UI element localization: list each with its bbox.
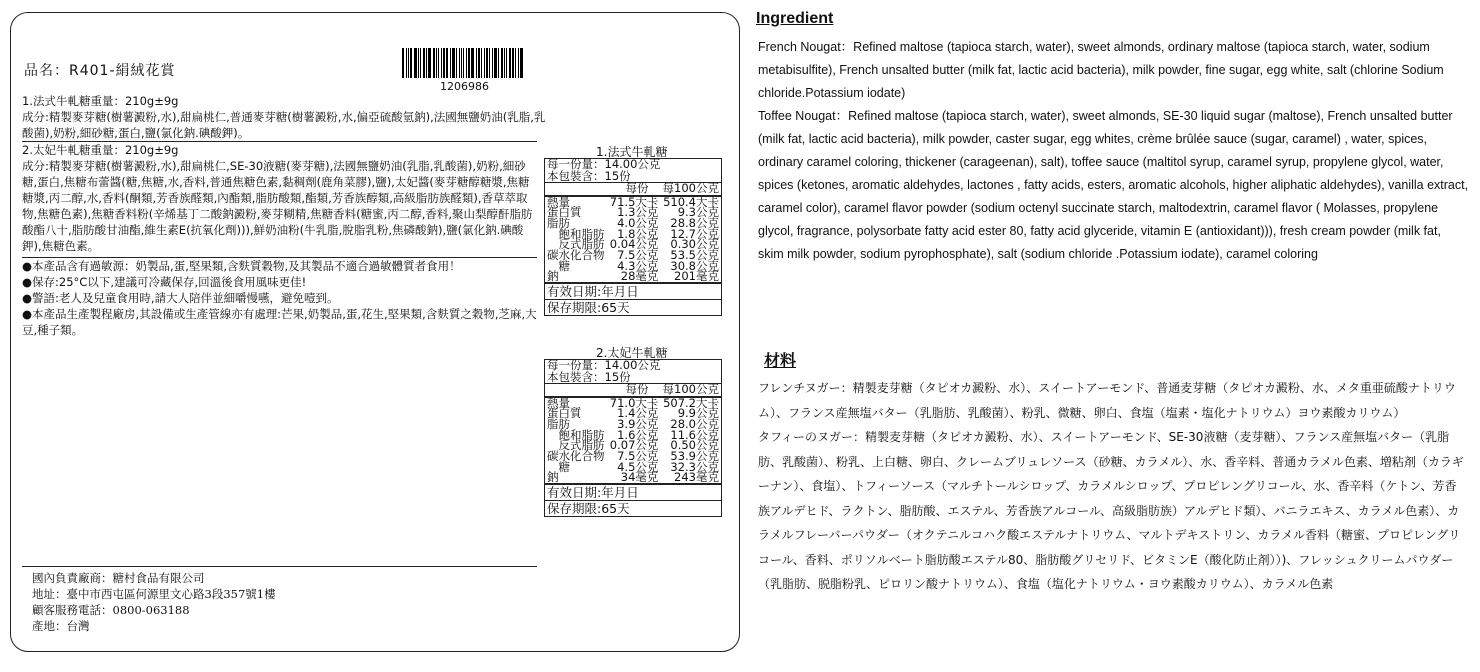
nutrient-name: 糖 — [547, 258, 570, 273]
barcode-bar — [504, 48, 505, 78]
per-serving-value: 4.0公克 — [617, 215, 659, 230]
per-100g-value: 243毫克 — [674, 470, 719, 485]
nutrient-name: 脂肪 — [547, 215, 570, 230]
product-name: 品名：R401-絹絨花賞 — [24, 63, 176, 79]
barcode-bar — [466, 48, 467, 78]
barcode-bar — [441, 48, 442, 78]
barcode-bar — [420, 48, 421, 78]
nutrient-name: 飽和脂肪 — [547, 226, 605, 241]
barcode-bar — [461, 48, 463, 78]
barcode-bar — [471, 48, 474, 78]
barcode-bar — [436, 48, 437, 78]
english-toffee-nougat: Toffee Nougat：Refined maltose (tapioca starch, water), sweet almonds, SE-30 liquid sugar (maltose), French unsalted butter (milk fat, lactic acid bacteria), milk powder, caster sugar, egg whites, crème brûlée sauce (sugar, caramel) , water, spices, ordinary caramel coloring, thickener (carageenan), salt), toffee sauce (maltitol syrup, caramel syrup, propylene glycol, water, spices (ketones, aromatic aldehydes, lactones , fatty acids, esters, aromatic alcohols, higher aliphatic aldehydes), vanilla extract, caramel color), caramel flavor powder (sodium octenyl succinate starch, maltodextrin, caramel flavor ( Molasses, propylene glycol, fragrance, polysorbate fatty acid ester 80, fatty acid glyceride, vitamin E (antioxidant))), fresh cream powder (milk fat, skim milk powder, sodium pyrophosphate), salt (sodium chloride .Potassium iodate), caramel coloring — [758, 109, 1469, 261]
barcode-bar — [406, 48, 407, 78]
note-allergen: ●本產品含有過敏源：奶製品,蛋,堅果類,含麩質穀物,及其製品不適合過敏體質者食用！ — [22, 259, 461, 273]
nutrient-name: 反式脂肪 — [547, 438, 605, 453]
per-serving-value: 4.3公克 — [617, 258, 659, 273]
per-100g-value: 0.30公克 — [670, 237, 719, 252]
nutrient-name: 反式脂肪 — [547, 237, 605, 252]
barcode-bar — [414, 48, 417, 78]
barcode-bar — [486, 48, 488, 78]
barcode-bar — [478, 48, 480, 78]
barcode-bar — [423, 48, 425, 78]
per-100g-value: 11.6公克 — [670, 427, 719, 442]
english-french-nougat: French Nougat：Refined maltose (tapioca starch, water), sweet almonds, ordinary maltose (tapioca starch, water, sodium metabisulfite), French unsalted butter (milk fat, lactic acid bacteria), milk powder, fine sugar, egg white, salt (chlorine Sodium chloride.Potassium iodate) — [758, 40, 1444, 100]
nutrient-name: 碳水化合物 — [547, 449, 605, 464]
item2-ingredients: 成分:精製麥芽糖(樹薯澱粉,水),甜扁桃仁,SE-30液糖(麥芽糖),法國無鹽奶油(乳脂,乳酸菌),奶粉,細砂糖,蛋白,焦糖布蕾醬(糖,焦糖,水,香料,普通焦糖色素,黏稠劑(鹿角菜膠),鹽),太妃醬(麥芽糖醇糖漿,焦糖糖漿,丙二醇,水,香料(酮類,芳香族醛類,內酯類,脂肪酸類,酯類,芳香族醇類,高級脂肪族醛類),香草萃取物,焦糖色素),焦糖香料粉(辛烯基丁二酸鈉澱粉,麥芽糊精,焦糖香料(糖蜜,丙二醇,香料,聚山梨醇酐脂肪酸酯八十,脂肪酸甘油酯,維生素E(抗氧化劑))),鮮奶油粉(牛乳脂,脫脂乳粉,焦磷酸鈉),鹽(氯化鈉.碘酸鉀),焦糖色素。 — [22, 159, 533, 253]
barcode-bar — [446, 48, 448, 78]
nutrition-title: 2.太妃牛軋糖 — [596, 346, 668, 360]
note-storage: ●保存:25°C以下,建議可冷藏保存,回溫後食用風味更佳! — [22, 275, 307, 289]
note-warning: ●警語:老人及兒童食用時,請大人陪伴並細嚼慢嚥，避免噎到。 — [22, 291, 339, 305]
col-per-100g: 每100公克 — [662, 181, 719, 195]
per-serving-value: 3.9公克 — [617, 416, 659, 431]
barcode-bar — [459, 48, 460, 78]
company-address: 地址：臺中市西屯區何源里文心路3段357號1樓 — [32, 587, 276, 601]
col-per-serving: 每份 — [625, 181, 649, 195]
barcode-bar — [452, 48, 455, 78]
barcode-bar — [494, 48, 497, 78]
nutrient-name: 脂肪 — [547, 416, 570, 431]
per-100g-value: 507.2大卡 — [663, 395, 719, 410]
per-100g-value: 510.4大卡 — [663, 194, 719, 209]
note-facility: ●本產品生產製程廠房,其設備或生產管線亦有處理:芒果,奶製品,蛋,花生,堅果類,含麩質之穀物,芝麻,大豆,種子類。 — [22, 307, 537, 337]
barcode-bar — [456, 48, 457, 78]
per-serving-value: 1.6公克 — [617, 427, 659, 442]
barcode-bar — [492, 48, 493, 78]
per-100g-value: 53.5公克 — [670, 248, 719, 263]
barcode-bar — [410, 48, 412, 78]
barcode-bar — [506, 48, 507, 78]
item1-ingredients: 成分:精製麥芽糖(樹薯澱粉,水),甜扁桃仁,普通麥芽糖(樹薯澱粉,水,偏亞硫酸氫鈉),法國無鹽奶油(乳脂,乳酸菌),奶粉,細砂糖,蛋白,鹽(氯化鈉.碘酸鉀)。 — [22, 110, 546, 140]
nutrition-rows — [545, 395, 721, 485]
col-per-serving: 每份 — [625, 382, 649, 396]
barcode — [402, 48, 524, 78]
japanese-toffee-nougat: タフィーのヌガー：精製麦芽糖（タピオカ澱粉、水）、スイートアーモンド、SE-30液糖（麦芽糖）、フランス産無塩バター（乳脂肪、乳酸菌）、粉乳、上白糖、卵白、クレームブリュレソース（砂糖、カラメル）、水、香辛料、普通カラメル色素、増粘剤（カラギーナン）、食塩）、トフィーソース（マルチトールシロップ、カラメルシロップ、プロピレングリコール、水、香辛料（ケトン、芳香族アルデヒド、ラクトン、脂肪酸、エステル、芳香族アルコール、高級脂肪族）アルデヒド類）、バニラエキス、カラメル色素）、カラメルフレーバーパウダー（オクテニルコハク酸エステルナトリウム、マルトデキストリン、カラメル香料（糖蜜、プロピレングリコール、香料、ポリソルベート脂肪酸エステル80、脂肪酸グリセリド、ビタミンE（酸化防止剤））)、フレッシュクリームパウダー（乳脂肪、脱脂粉乳、ピロリン酸ナトリウム）、食塩（塩化ナトリウム・ヨウ素酸カリウム）、カラメル色素 — [758, 430, 1464, 591]
serving-size: 每一份量：14.00公克 — [547, 157, 661, 171]
barcode-bar — [520, 48, 523, 78]
per-100g-value: 12.7公克 — [670, 226, 719, 241]
servings-per-pack: 本包裝含：15份 — [547, 369, 631, 384]
per-serving-value: 0.04公克 — [609, 237, 659, 252]
barcode-bar — [501, 48, 503, 78]
barcode-bar — [498, 48, 499, 78]
japanese-french-nougat: フレンチヌガー：精製麦芽糖（タピオカ澱粉、水）、スイートアーモンド、普通麦芽糖（タピオカ澱粉、水、メタ重亜硫酸ナトリウム）、フランス産無塩バター（乳脂肪、乳酸菌）、粉乳、微糖、卵白、食塩（塩素・塩化ナトリウム）ヨウ素酸カリウム） — [758, 381, 1456, 420]
per-serving-value: 71.5大卡 — [609, 194, 659, 209]
per-serving-value: 7.5公克 — [617, 248, 659, 263]
company-origin: 產地：台灣 — [32, 619, 90, 633]
barcode-bar — [433, 48, 435, 78]
nutrition-row — [545, 271, 721, 282]
per-serving-value: 7.5公克 — [617, 449, 659, 464]
nutrition-rows — [545, 194, 721, 284]
nutrition-table — [544, 359, 722, 517]
per-100g-value: 30.8公克 — [670, 258, 719, 273]
barcode-bar — [518, 48, 519, 78]
expiry-date: 有效日期:年月日 — [547, 284, 639, 300]
company-name: 國內負責廠商：糖村食品有限公司 — [32, 571, 205, 585]
item2-title: 2.太妃牛軋糖重量：210g±9g — [22, 143, 179, 157]
nutrient-name: 蛋白質 — [547, 406, 582, 421]
per-serving-value: 1.4公克 — [617, 406, 659, 421]
nutrient-name: 鈉 — [547, 269, 559, 284]
company-info — [32, 570, 276, 634]
barcode-bar — [408, 48, 409, 78]
company-phone: 顧客服務電話：0800-063188 — [32, 603, 190, 617]
per-100g-value: 28.0公克 — [670, 416, 719, 431]
per-serving-value: 0.07公克 — [609, 438, 659, 453]
per-serving-value: 28毫克 — [620, 269, 659, 284]
nutrient-name: 鈉 — [547, 470, 559, 485]
barcode-bar — [463, 48, 464, 78]
per-100g-value: 9.9公克 — [677, 406, 719, 421]
per-serving-value: 1.8公克 — [617, 226, 659, 241]
shelf-life: 保存期限:65天 — [547, 300, 630, 316]
barcode-bar — [443, 48, 445, 78]
barcode-bar — [468, 48, 470, 78]
expiry-date: 有效日期:年月日 — [547, 485, 639, 501]
per-100g-value: 53.9公克 — [670, 449, 719, 464]
per-100g-value: 9.3公克 — [677, 205, 719, 220]
barcode-bar — [450, 48, 451, 78]
barcode-bar — [512, 48, 514, 78]
nutrition-table — [544, 158, 722, 316]
nutrition-title: 1.法式牛軋糖 — [596, 145, 668, 159]
barcode-bar — [509, 48, 511, 78]
shelf-life: 保存期限:65天 — [547, 501, 630, 517]
divider — [22, 566, 537, 567]
per-serving-value: 1.3公克 — [617, 205, 659, 220]
item1-title: 1.法式牛軋糖重量：210g±9g — [22, 94, 179, 108]
barcode-bar — [438, 48, 439, 78]
barcode-bar — [515, 48, 516, 78]
japanese-heading: 材料 — [764, 353, 797, 370]
per-100g-value: 32.3公克 — [670, 459, 719, 474]
barcode-bar — [402, 48, 404, 78]
per-serving-value: 4.5公克 — [617, 459, 659, 474]
per-serving-value: 34毫克 — [620, 470, 659, 485]
barcode-bar — [428, 48, 431, 78]
nutrient-name: 熱量 — [547, 395, 570, 410]
english-heading: Ingredient — [756, 10, 834, 27]
barcode-number: 1206986 — [440, 80, 489, 93]
nutrient-name: 糖 — [547, 459, 570, 474]
barcode-bar — [489, 48, 490, 78]
barcode-bar — [418, 48, 419, 78]
per-serving-value: 71.0大卡 — [609, 395, 659, 410]
nutrient-name: 熱量 — [547, 194, 570, 209]
col-per-100g: 每100公克 — [662, 382, 719, 396]
nutrient-name: 飽和脂肪 — [547, 427, 605, 442]
nutrient-name: 碳水化合物 — [547, 248, 605, 263]
nutrient-name: 蛋白質 — [547, 205, 582, 220]
servings-per-pack: 本包裝含：15份 — [547, 168, 631, 183]
barcode-bar — [476, 48, 477, 78]
per-100g-value: 28.8公克 — [670, 215, 719, 230]
nutrition-row — [545, 472, 721, 483]
barcode-bar — [426, 48, 427, 78]
barcode-bar — [484, 48, 485, 78]
barcode-bar — [481, 48, 482, 78]
japanese-ingredients — [758, 376, 1466, 597]
per-100g-value: 201毫克 — [674, 269, 719, 284]
per-100g-value: 0.50公克 — [670, 438, 719, 453]
serving-size: 每一份量：14.00公克 — [547, 358, 661, 372]
english-ingredients — [758, 36, 1470, 266]
